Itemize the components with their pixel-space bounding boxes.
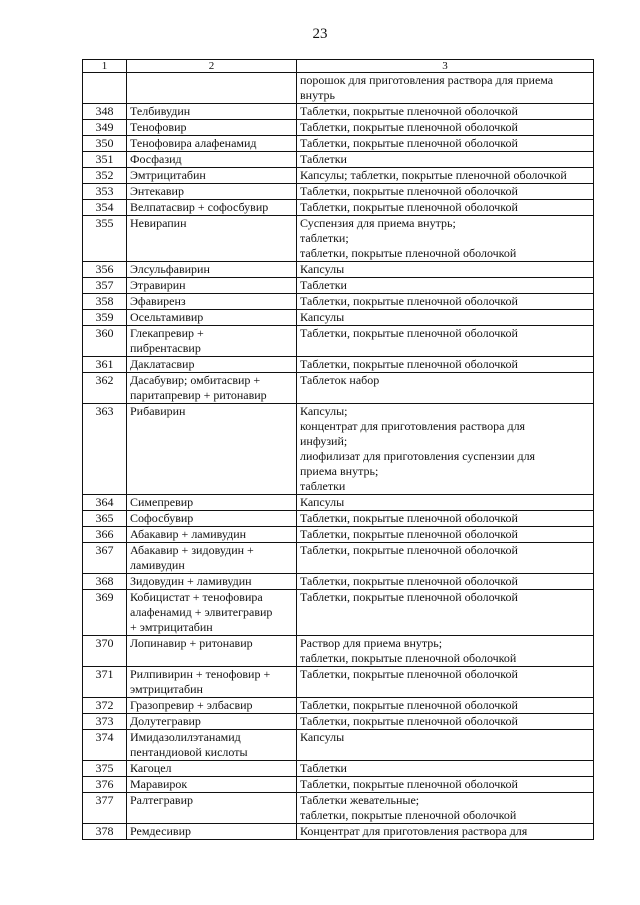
row-number-cell: 363 bbox=[83, 404, 127, 495]
table-row bbox=[83, 104, 594, 120]
row-number-cell: 349 bbox=[83, 120, 127, 136]
row-number-cell: 374 bbox=[83, 730, 127, 761]
row-number-cell: 352 bbox=[83, 168, 127, 184]
table-row bbox=[83, 636, 594, 667]
table-row bbox=[83, 511, 594, 527]
row-number-cell: 369 bbox=[83, 590, 127, 636]
drug-name-cell: Долутегравир bbox=[127, 714, 297, 730]
dosage-form-cell: Таблетки, покрытые пленочной оболочкой bbox=[297, 714, 594, 730]
table-row bbox=[83, 262, 594, 278]
table-row bbox=[83, 357, 594, 373]
drug-name-cell: Рибавирин bbox=[127, 404, 297, 495]
table-row bbox=[83, 404, 594, 495]
dosage-form-cell: Таблетки, покрытые пленочной оболочкой bbox=[297, 184, 594, 200]
dosage-form-cell: Капсулы bbox=[297, 730, 594, 761]
dosage-form-cell: Капсулы; таблетки, покрытые пленочной оболочкой bbox=[297, 168, 594, 184]
row-number-cell: 364 bbox=[83, 495, 127, 511]
drug-name-cell: Лопинавир + ритонавир bbox=[127, 636, 297, 667]
drug-name-cell: Маравирок bbox=[127, 777, 297, 793]
dosage-form-cell: Таблетки, покрытые пленочной оболочкой bbox=[297, 543, 594, 574]
dosage-form-cell: Капсулы bbox=[297, 495, 594, 511]
dosage-form-cell: Таблетки, покрытые пленочной оболочкой bbox=[297, 574, 594, 590]
dosage-form-cell: порошок для приготовления раствора для приема внутрь bbox=[297, 73, 594, 104]
table-row bbox=[83, 574, 594, 590]
table-row bbox=[83, 667, 594, 698]
row-number-cell: 355 bbox=[83, 216, 127, 262]
row-number-cell: 375 bbox=[83, 761, 127, 777]
drug-name-cell bbox=[127, 73, 297, 104]
table-row bbox=[83, 294, 594, 310]
table-row bbox=[83, 200, 594, 216]
row-number-cell bbox=[83, 73, 127, 104]
table-row bbox=[83, 793, 594, 824]
dosage-form-cell: Таблетки bbox=[297, 152, 594, 168]
table-header-row bbox=[83, 60, 594, 73]
table-row bbox=[83, 543, 594, 574]
dosage-form-cell: Таблетки, покрытые пленочной оболочкой bbox=[297, 200, 594, 216]
drug-name-cell: Осельтамивир bbox=[127, 310, 297, 326]
table-row bbox=[83, 310, 594, 326]
drug-name-cell: Рилпивирин + тенофовир + эмтрицитабин bbox=[127, 667, 297, 698]
table-row bbox=[83, 527, 594, 543]
dosage-form-cell: Суспензия для приема внутрь; таблетки; таблетки, покрытые пленочной оболочкой bbox=[297, 216, 594, 262]
drug-name-cell: Имидазолилэтанамид пентандиовой кислоты bbox=[127, 730, 297, 761]
table-row bbox=[83, 168, 594, 184]
dosage-form-cell: Капсулы bbox=[297, 310, 594, 326]
table-body bbox=[83, 73, 594, 840]
table-row bbox=[83, 73, 594, 104]
dosage-form-cell: Таблетки, покрытые пленочной оболочкой bbox=[297, 777, 594, 793]
row-number-cell: 377 bbox=[83, 793, 127, 824]
drug-name-cell: Даклатасвир bbox=[127, 357, 297, 373]
dosage-form-cell: Таблетки bbox=[297, 761, 594, 777]
table-row bbox=[83, 824, 594, 840]
dosage-form-cell: Таблетки, покрытые пленочной оболочкой bbox=[297, 294, 594, 310]
dosage-form-cell: Капсулы bbox=[297, 262, 594, 278]
row-number-cell: 356 bbox=[83, 262, 127, 278]
page-number: 23 bbox=[312, 26, 328, 42]
dosage-form-cell: Таблетки, покрытые пленочной оболочкой bbox=[297, 590, 594, 636]
drug-name-cell: Телбивудин bbox=[127, 104, 297, 120]
drug-table bbox=[82, 59, 594, 840]
row-number-cell: 354 bbox=[83, 200, 127, 216]
table-row bbox=[83, 714, 594, 730]
drug-name-cell: Велпатасвир + софосбувир bbox=[127, 200, 297, 216]
drug-name-cell: Эфавиренз bbox=[127, 294, 297, 310]
table-row bbox=[83, 495, 594, 511]
column-header-form: 3 bbox=[297, 60, 594, 73]
dosage-form-cell: Раствор для приема внутрь; таблетки, покрытые пленочной оболочкой bbox=[297, 636, 594, 667]
row-number-cell: 350 bbox=[83, 136, 127, 152]
table-row bbox=[83, 278, 594, 294]
row-number-cell: 358 bbox=[83, 294, 127, 310]
row-number-cell: 371 bbox=[83, 667, 127, 698]
row-number-cell: 372 bbox=[83, 698, 127, 714]
row-number-cell: 373 bbox=[83, 714, 127, 730]
table-row bbox=[83, 698, 594, 714]
drug-name-cell: Элсульфавирин bbox=[127, 262, 297, 278]
dosage-form-cell: Таблетки, покрытые пленочной оболочкой bbox=[297, 104, 594, 120]
table-row bbox=[83, 152, 594, 168]
drug-name-cell: Ралтегравир bbox=[127, 793, 297, 824]
table-row bbox=[83, 777, 594, 793]
column-header-name: 2 bbox=[127, 60, 297, 73]
row-number-cell: 362 bbox=[83, 373, 127, 404]
dosage-form-cell: Таблетки, покрытые пленочной оболочкой bbox=[297, 527, 594, 543]
dosage-form-cell: Таблетки, покрытые пленочной оболочкой bbox=[297, 511, 594, 527]
row-number-cell: 357 bbox=[83, 278, 127, 294]
row-number-cell: 359 bbox=[83, 310, 127, 326]
dosage-form-cell: Таблетки, покрытые пленочной оболочкой bbox=[297, 698, 594, 714]
row-number-cell: 370 bbox=[83, 636, 127, 667]
drug-name-cell: Абакавир + зидовудин + ламивудин bbox=[127, 543, 297, 574]
row-number-cell: 361 bbox=[83, 357, 127, 373]
dosage-form-cell: Таблетки, покрытые пленочной оболочкой bbox=[297, 136, 594, 152]
drug-name-cell: Этравирин bbox=[127, 278, 297, 294]
drug-name-cell: Фосфазид bbox=[127, 152, 297, 168]
table-row bbox=[83, 120, 594, 136]
dosage-form-cell: Таблетки жевательные; таблетки, покрытые пленочной оболочкой bbox=[297, 793, 594, 824]
dosage-form-cell: Таблеток набор bbox=[297, 373, 594, 404]
row-number-cell: 353 bbox=[83, 184, 127, 200]
column-header-number: 1 bbox=[83, 60, 127, 73]
drug-name-cell: Тенофовир bbox=[127, 120, 297, 136]
drug-name-cell: Кагоцел bbox=[127, 761, 297, 777]
drug-name-cell: Глекапревир + пибрентасвир bbox=[127, 326, 297, 357]
row-number-cell: 365 bbox=[83, 511, 127, 527]
drug-name-cell: Симепревир bbox=[127, 495, 297, 511]
dosage-form-cell: Таблетки, покрытые пленочной оболочкой bbox=[297, 120, 594, 136]
dosage-form-cell: Таблетки, покрытые пленочной оболочкой bbox=[297, 357, 594, 373]
dosage-form-cell: Концентрат для приготовления раствора для bbox=[297, 824, 594, 840]
drug-name-cell: Невирапин bbox=[127, 216, 297, 262]
table-row bbox=[83, 184, 594, 200]
row-number-cell: 376 bbox=[83, 777, 127, 793]
table-row bbox=[83, 761, 594, 777]
drug-name-cell: Кобицистат + тенофовира алафенамид + элвитегравир + эмтрицитабин bbox=[127, 590, 297, 636]
drug-name-cell: Гразопревир + элбасвир bbox=[127, 698, 297, 714]
dosage-form-cell: Таблетки bbox=[297, 278, 594, 294]
row-number-cell: 360 bbox=[83, 326, 127, 357]
table-row bbox=[83, 730, 594, 761]
dosage-form-cell: Капсулы; концентрат для приготовления раствора для инфузий; лиофилизат для приготовления суспензии для приема внутрь; таблетки bbox=[297, 404, 594, 495]
drug-name-cell: Абакавир + ламивудин bbox=[127, 527, 297, 543]
row-number-cell: 366 bbox=[83, 527, 127, 543]
drug-name-cell: Дасабувир; омбитасвир + паритапревир + ритонавир bbox=[127, 373, 297, 404]
table-row bbox=[83, 326, 594, 357]
row-number-cell: 368 bbox=[83, 574, 127, 590]
row-number-cell: 378 bbox=[83, 824, 127, 840]
drug-name-cell: Зидовудин + ламивудин bbox=[127, 574, 297, 590]
table-row bbox=[83, 136, 594, 152]
dosage-form-cell: Таблетки, покрытые пленочной оболочкой bbox=[297, 326, 594, 357]
drug-name-cell: Софосбувир bbox=[127, 511, 297, 527]
drug-name-cell: Тенофовира алафенамид bbox=[127, 136, 297, 152]
row-number-cell: 348 bbox=[83, 104, 127, 120]
row-number-cell: 351 bbox=[83, 152, 127, 168]
row-number-cell: 367 bbox=[83, 543, 127, 574]
drug-name-cell: Ремдесивир bbox=[127, 824, 297, 840]
table-row bbox=[83, 216, 594, 262]
drug-name-cell: Эмтрицитабин bbox=[127, 168, 297, 184]
drug-name-cell: Энтекавир bbox=[127, 184, 297, 200]
dosage-form-cell: Таблетки, покрытые пленочной оболочкой bbox=[297, 667, 594, 698]
table-row bbox=[83, 590, 594, 636]
table-row bbox=[83, 373, 594, 404]
